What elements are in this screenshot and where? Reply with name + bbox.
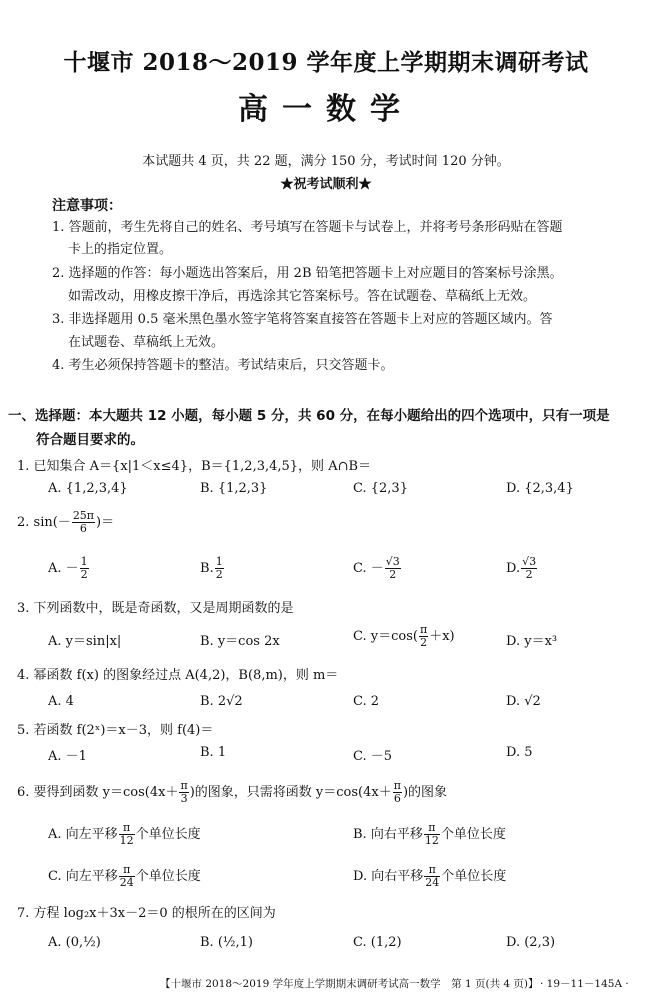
notice-line: 1. 答题前，考生先将自己的姓名、考号填写在答题卡与试卷上，并将考号条形码贴在答题 xyxy=(52,220,563,235)
q3-c-pre: C. y＝cos( xyxy=(353,629,418,644)
q6-b-pre: B. 向右平移 xyxy=(353,827,423,842)
q2-option-a xyxy=(48,556,90,581)
q4-option-a: A. 4 xyxy=(48,694,74,709)
notice-line: 4. 考生必须保持答题卡的整洁。考试结束后，只交答题卡。 xyxy=(52,358,394,373)
q2-b-den: 2 xyxy=(215,568,223,581)
q2-stem-fraction xyxy=(72,510,95,535)
q3-option-d: D. y＝x³ xyxy=(506,634,558,649)
exam-intro: 本试题共 4 页，共 22 题，满分 150 分，考试时间 120 分钟。 xyxy=(142,154,510,169)
q3-c-num: π xyxy=(419,623,428,636)
q4-option-b: B. 2√2 xyxy=(200,694,243,709)
q2-a-pre: A. － xyxy=(48,561,79,576)
q6-stem-fraction-2 xyxy=(393,780,402,805)
q6-a-fraction xyxy=(119,822,135,847)
q2-c-pre: C. － xyxy=(353,561,384,576)
q3-option-b: B. y＝cos 2x xyxy=(200,634,280,649)
q1-option-b: B. {1,2,3} xyxy=(200,481,268,496)
q2-d-num: √3 xyxy=(522,555,537,568)
footer-title: 【十堰市 2018～2019 学年度上学期期末调研考试高一数学 第 1 页(共 4 页)】 xyxy=(160,978,539,990)
footer-code: · 19－11－145A · xyxy=(540,978,629,990)
exam-title: 十堰市 2018～2019 学年度上学期期末调研考试 xyxy=(63,49,589,76)
q6-stem-pre: 6. 要得到函数 y＝cos(4x＋ xyxy=(17,785,179,800)
q3-c-den: 2 xyxy=(420,636,428,649)
q2-c-den: 2 xyxy=(389,568,397,581)
q2-stem-num: 25π xyxy=(72,509,95,522)
q5-option-c: C. －5 xyxy=(353,749,393,764)
q2-c-fraction xyxy=(385,556,401,581)
q2-b-pre: B. xyxy=(200,561,214,576)
subject-title: 高一数学 xyxy=(238,92,414,127)
question-1-stem: 1. 已知集合 A＝{x|1＜x≤4}，B＝{1,2,3,4,5}，则 A∩B＝ xyxy=(17,459,372,474)
q6-option-c xyxy=(48,864,201,889)
q2-c-num: √3 xyxy=(385,555,400,568)
notice-line: 如需改动，用橡皮擦干净后，再选涂其它答案标号。答在试题卷、草稿纸上无效。 xyxy=(68,289,537,304)
notice-line: 在试题卷、草稿纸上无效。 xyxy=(68,335,225,350)
question-7-stem: 7. 方程 log₂x＋3x－2＝0 的根所在的区间为 xyxy=(17,906,276,921)
q6-a-pre: A. 向左平移 xyxy=(48,827,118,842)
question-6-stem xyxy=(17,780,447,805)
q2-stem-post: )＝ xyxy=(96,515,115,530)
q6-b-num: π xyxy=(424,822,440,835)
notice-heading: 注意事项： xyxy=(52,198,122,214)
q6-c-fraction xyxy=(119,864,135,889)
section-heading-line1: 一、选择题：本大题共 12 小题，每小题 5 分，共 60 分，在每小题给出的四个选项中，只有一项是 xyxy=(8,408,610,424)
q2-a-fraction xyxy=(80,556,89,581)
q6-stem-num2: π xyxy=(393,779,401,792)
q3-option-c xyxy=(353,624,455,649)
q2-b-fraction xyxy=(215,556,224,581)
q2-option-c xyxy=(353,556,402,581)
q7-option-b: B. (½,1) xyxy=(200,935,253,950)
question-4-stem: 4. 幂函数 f(x) 的图象经过点 A(4,2)，B(8,m)，则 m＝ xyxy=(17,668,339,683)
q7-option-d: D. (2,3) xyxy=(506,935,556,950)
q2-option-d xyxy=(506,556,538,581)
q6-d-post: 个单位长度 xyxy=(441,869,507,884)
q2-d-fraction xyxy=(521,556,537,581)
exam-wish: ★祝考试顺利★ xyxy=(280,177,372,192)
q6-d-fraction xyxy=(424,864,440,889)
q6-stem-den1: 3 xyxy=(180,792,188,805)
question-3-stem: 3. 下列函数中，既是奇函数，又是周期函数的是 xyxy=(17,601,294,616)
q3-option-a: A. y＝sin|x| xyxy=(48,634,122,649)
q6-c-post: 个单位长度 xyxy=(135,869,201,884)
q2-d-den: 2 xyxy=(525,568,533,581)
question-5-stem: 5. 若函数 f(2ˣ)＝x－3，则 f(4)＝ xyxy=(17,723,214,738)
q6-d-num: π xyxy=(424,864,440,877)
q6-b-post: 个单位长度 xyxy=(440,827,506,842)
q6-stem-num1: π xyxy=(180,779,188,792)
q6-d-den: 24 xyxy=(425,876,440,889)
q5-option-d: D. 5 xyxy=(506,745,533,760)
q3-c-fraction xyxy=(419,624,428,649)
q2-stem-den: 6 xyxy=(79,522,87,535)
section-heading xyxy=(8,404,610,452)
q6-d-pre: D. 向右平移 xyxy=(353,869,424,884)
q6-a-num: π xyxy=(119,822,135,835)
q2-option-b xyxy=(200,556,225,581)
q4-option-c: C. 2 xyxy=(353,694,380,709)
q3-c-post: ＋x) xyxy=(429,629,455,644)
notice-line: 2. 选择题的作答：每小题选出答案后，用 2B 铅笔把答题卡上对应题目的答案标号涂黑。 xyxy=(52,266,563,281)
q1-option-d: D. {2,3,4} xyxy=(506,481,574,496)
notice-line: 3. 非选择题用 0.5 毫米黑色墨水签字笔将答案直接答在答题卡上对应的答题区域内。答 xyxy=(52,312,553,327)
section-heading-line2: 符合题目要求的。 xyxy=(36,432,144,448)
q2-a-den: 2 xyxy=(80,568,88,581)
q6-option-a xyxy=(48,822,201,847)
q5-option-a: A. －1 xyxy=(48,749,87,764)
q6-c-den: 24 xyxy=(119,876,134,889)
q6-stem-mid: )的图象，只需将函数 y＝cos(4x＋ xyxy=(189,785,392,800)
q6-c-num: π xyxy=(119,864,135,877)
q6-stem-fraction-1 xyxy=(179,780,188,805)
q6-c-pre: C. 向左平移 xyxy=(48,869,118,884)
q2-b-num: 1 xyxy=(215,555,223,568)
q5-option-b: B. 1 xyxy=(200,745,227,760)
notice-line: 卡上的指定位置。 xyxy=(68,242,173,257)
q2-d-pre: D. xyxy=(506,561,521,576)
q7-option-a: A. (0,½) xyxy=(48,935,101,950)
q1-option-a: A. {1,2,3,4} xyxy=(48,481,128,496)
q1-option-c: C. {2,3} xyxy=(353,481,408,496)
q6-a-post: 个单位长度 xyxy=(135,827,201,842)
q6-option-d xyxy=(353,864,506,889)
q6-b-den: 12 xyxy=(424,834,439,847)
q6-stem-den2: 6 xyxy=(393,792,401,805)
q4-option-d: D. √2 xyxy=(506,694,541,709)
q6-b-fraction xyxy=(424,822,440,847)
q2-a-num: 1 xyxy=(80,555,88,568)
question-2-stem xyxy=(17,510,114,535)
q6-option-b xyxy=(353,822,506,847)
q6-a-den: 12 xyxy=(119,834,134,847)
q2-stem-pre: 2. sin(－ xyxy=(17,515,71,530)
q7-option-c: C. (1,2) xyxy=(353,935,402,950)
q6-stem-post: )的图象 xyxy=(402,785,448,800)
